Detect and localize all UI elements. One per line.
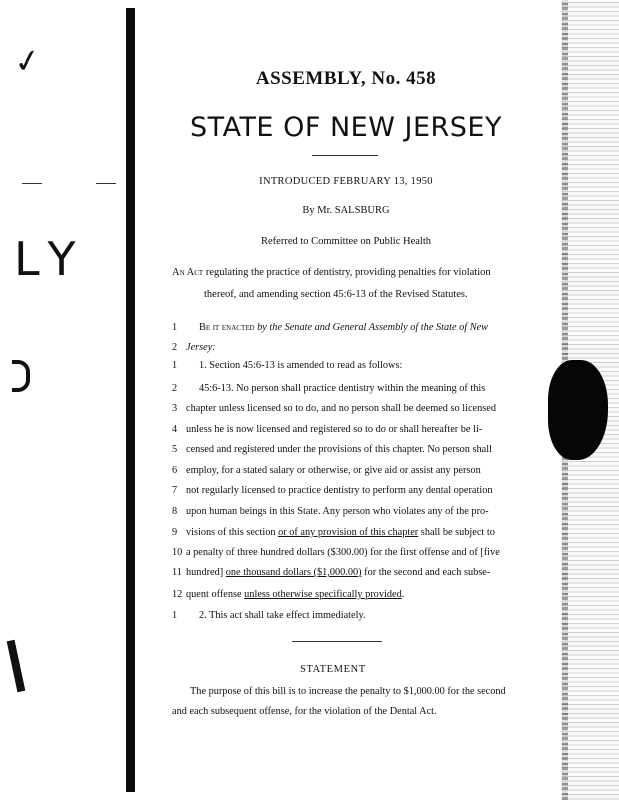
line-text: 1. Section 45:6-13 is amended to read as follows:: [199, 360, 403, 371]
amended-text: or of any provision of this chapter: [278, 527, 419, 538]
bill-line: [199, 610, 529, 621]
bill-line: [199, 360, 529, 371]
line-text: for the second and each subse-: [361, 567, 491, 578]
statement-heading: STATEMENT: [300, 664, 366, 675]
line-number: 2: [172, 383, 178, 394]
line-text: upon human beings in this State. Any person who violates any of the pro-: [186, 506, 489, 517]
margin-letters: LY: [14, 232, 90, 286]
line-number: 8: [172, 506, 178, 517]
line-number: 9: [172, 527, 178, 538]
line-number: 1: [172, 322, 178, 333]
enacting-text: by the Senate and General Assembly of the State of New: [257, 322, 489, 333]
bill-line: [186, 444, 516, 455]
margin-tick: [96, 183, 116, 184]
act-title: [172, 262, 512, 306]
bill-line: [186, 465, 516, 476]
line-text: not regularly licensed to practice dentistry to perform any dental operation: [186, 485, 493, 496]
bill-line: [186, 424, 516, 435]
amended-text: unless otherwise specifically provided: [244, 589, 402, 600]
line-text: 45:6-13. No person shall practice dentistry within the meaning of this: [199, 383, 486, 394]
enacting-clause-end: [186, 342, 516, 353]
line-text: shall be subject to: [418, 527, 495, 538]
line-number: 3: [172, 403, 178, 414]
statement-text: The purpose of this bill is to increase the penalty to $1,000.00 for the second and each subsequent offense, for the violation of the Dental Act.: [172, 686, 506, 717]
bill-line: [186, 589, 516, 600]
line-text: chapter unless licensed so to do, and no person shall be deemed so licensed: [186, 403, 496, 414]
line-number: 5: [172, 444, 178, 455]
line-number: 7: [172, 485, 178, 496]
bill-line: [186, 403, 516, 414]
line-text: 2. This act shall take effect immediately.: [199, 610, 366, 621]
line-number: 6: [172, 465, 178, 476]
line-number: 1: [172, 360, 178, 371]
binding-shadow: [126, 8, 135, 792]
bill-line: [186, 527, 516, 538]
enacting-clause: [199, 322, 529, 333]
bill-line: [186, 506, 516, 517]
bill-line: [186, 485, 516, 496]
line-text: visions of this section: [186, 527, 279, 538]
line-number: 10: [172, 547, 183, 558]
bill-line: [186, 547, 516, 558]
margin-check-mark: ✓: [10, 39, 44, 83]
line-number: 2: [172, 342, 178, 353]
enacting-lead: Be it enacted: [199, 322, 255, 333]
amended-text: one thousand dollars ($1,000.00): [225, 567, 362, 578]
line-text: employ, for a stated salary or otherwise, or give aid or assist any person: [186, 465, 481, 476]
line-text: hundred]: [186, 567, 224, 578]
bill-line: [199, 383, 529, 394]
line-number: 1: [172, 610, 178, 621]
section-rule: [292, 641, 382, 642]
line-number: 4: [172, 424, 178, 435]
act-title-line1: regulating the practice of dentistry, providing penalties for violation: [205, 267, 491, 278]
enacting-text-2: Jersey:: [186, 342, 216, 353]
sponsor: By Mr. SALSBURG: [302, 205, 390, 216]
ink-blot: [548, 360, 608, 460]
introduced-date: INTRODUCED FEBRUARY 13, 1950: [259, 176, 433, 187]
bill-line: [186, 567, 516, 578]
margin-bracket-mark: [12, 360, 30, 392]
line-text: unless he is now licensed and registered so to do or shall hereafter be li-: [186, 424, 483, 435]
state-title: STATE OF NEW JERSEY: [190, 112, 502, 143]
line-text: quent offense: [186, 589, 245, 600]
line-number: 11: [172, 567, 182, 578]
margin-tick: [22, 183, 42, 184]
line-text: a penalty of three hundred dollars ($300.00) for the first offense and of [five: [186, 547, 500, 558]
line-text: .: [401, 589, 405, 600]
act-title-line2: thereof, and amending section 45:6-13 of the Revised Statutes.: [204, 289, 468, 300]
act-lead: An Act: [172, 267, 204, 278]
line-text: censed and registered under the provisions of this chapter. No person shall: [186, 444, 492, 455]
line-number: 12: [172, 589, 183, 600]
header-rule: [312, 155, 378, 156]
assembly-number: ASSEMBLY, No. 458: [255, 68, 437, 89]
committee-referral: Referred to Committee on Public Health: [261, 236, 431, 247]
